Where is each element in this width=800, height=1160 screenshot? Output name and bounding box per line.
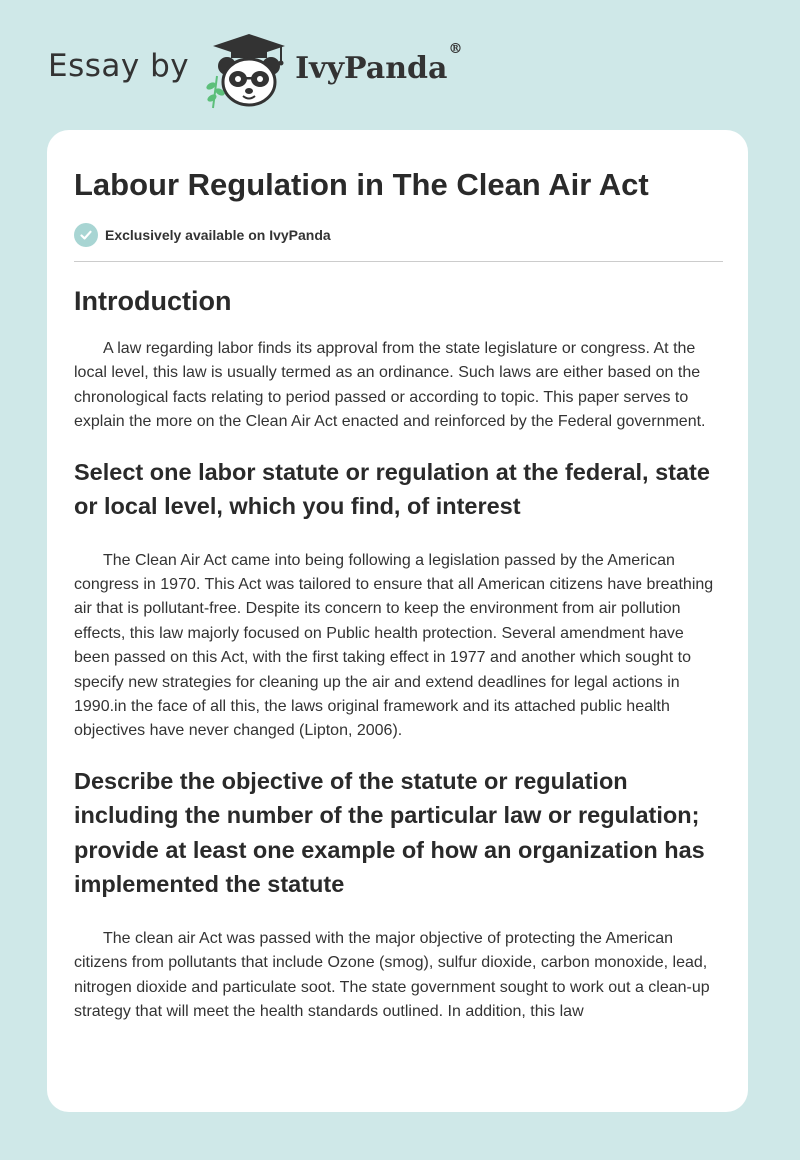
section-1-heading: Select one labor statute or regulation at the federal, state or local level, which you find, of interest [74, 458, 710, 520]
essay-content [74, 166, 723, 1025]
title-divider [74, 261, 723, 262]
section-2-heading: Describe the objective of the statute or regulation including the number of the particular law or regulation; provide at least one example of how an organization has implemented the statute [74, 767, 705, 898]
exclusive-badge [74, 223, 723, 247]
essay-card [47, 130, 748, 1112]
section-1-paragraph: The Clean Air Act came into being following a legislation passed by the American congress in 1970. This Act was tailored to ensure that all American citizens have breathing air that is pollutant-free. Despite its concern to keep the environment from air pollution effects, this law majorly focused on Public health protection. Several amendment have been passed on this Act, with the first taking effect in 1977 and another which sought to specify new strategies for cleaning up the air and extend deadlines for legal actions in 1990.in the face of all this, the laws original framework and its attached public health objectives have never changed (Lipton, 2006). [74, 551, 714, 740]
essay-by-label: Essay by [48, 48, 190, 84]
brand-text: IvyPanda [295, 50, 448, 86]
panda-logo-icon[interactable] [203, 30, 293, 110]
exclusive-label: Exclusively available on IvyPanda [105, 227, 331, 243]
trademark-symbol: ® [448, 40, 463, 57]
introduction-heading: Introduction [74, 286, 232, 316]
section-2-paragraph: The clean air Act was passed with the major objective of protecting the American citizens from pollutants that include Ozone (smog), sulfur dioxide, carbon monoxide, lead, nitrogen dioxide and particulate soot. The state government sought to work out a clean-up strategy that will meet the health standards outlined. In addition, this law [74, 929, 710, 1021]
site-header [48, 30, 462, 110]
introduction-paragraph: A law regarding labor finds its approval from the state legislature or congress. At the local level, this law is usually termed as an ordinance. Such laws are either based on the chronological facts relating to period passed or according to topic. This paper serves to explain the more on the Clean Air Act enacted and reinforced by the Federal government. [74, 340, 706, 431]
check-icon [74, 223, 98, 247]
brand-name[interactable] [295, 40, 463, 86]
essay-title: Labour Regulation in The Clean Air Act [74, 167, 649, 202]
